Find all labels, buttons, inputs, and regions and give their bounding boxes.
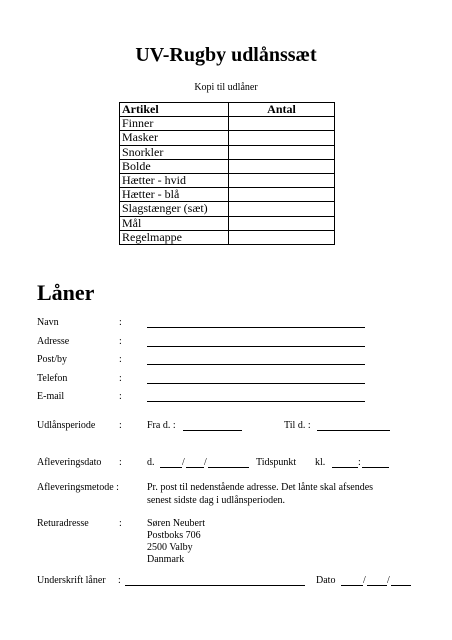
field-line-email[interactable] xyxy=(147,401,365,402)
header-antal: Antal xyxy=(229,103,335,117)
quantity-cell[interactable] xyxy=(229,188,335,202)
delivery-year-line[interactable] xyxy=(208,467,249,468)
period-to-label: Til d. : xyxy=(284,420,311,431)
field-colon: : xyxy=(119,336,122,347)
field-colon: : xyxy=(119,317,122,328)
table-row xyxy=(120,145,335,159)
delivery-date-label: Afleveringsdato xyxy=(37,457,102,468)
date-slash: / xyxy=(387,575,390,586)
quantity-cell[interactable] xyxy=(229,230,335,244)
table-row xyxy=(120,159,335,173)
quantity-cell[interactable] xyxy=(229,216,335,230)
article-table xyxy=(119,102,335,245)
period-label: Udlånsperiode xyxy=(37,420,96,431)
field-label-navn: Navn xyxy=(37,317,59,328)
section-title-laaner: Låner xyxy=(37,280,95,305)
date-slash: / xyxy=(182,457,185,468)
quantity-cell[interactable] xyxy=(229,145,335,159)
delivery-method-label: Afleveringsmetode : xyxy=(37,482,119,493)
signature-line[interactable] xyxy=(125,585,305,586)
delivery-month-line[interactable] xyxy=(186,467,204,468)
delivery-day-line[interactable] xyxy=(160,467,182,468)
delivery-date-prefix: d. xyxy=(147,457,155,468)
table-row xyxy=(120,131,335,145)
quantity-cell[interactable] xyxy=(229,173,335,187)
field-label-email: E-mail xyxy=(37,391,65,402)
field-label-postby: Post/by xyxy=(37,354,68,365)
delivery-time-label: Tidspunkt xyxy=(256,457,297,468)
field-colon: : xyxy=(119,391,122,402)
article-name: Hætter - hvid xyxy=(120,173,229,187)
article-name: Hætter - blå xyxy=(120,188,229,202)
field-colon: : xyxy=(119,420,122,431)
delivery-time-prefix: kl. xyxy=(315,457,326,468)
signature-day-line[interactable] xyxy=(341,585,363,586)
table-header-row xyxy=(120,103,335,117)
delivery-method-line2: senest sidste dag i udlånsperioden. xyxy=(147,495,286,506)
article-name: Bolde xyxy=(120,159,229,173)
field-line-telefon[interactable] xyxy=(147,383,365,384)
field-colon: : xyxy=(118,575,121,586)
field-label-adresse: Adresse xyxy=(37,336,70,347)
delivery-hour-line[interactable] xyxy=(332,467,358,468)
return-address-line: 2500 Valby xyxy=(147,542,193,553)
return-address-line: Søren Neubert xyxy=(147,518,206,529)
field-colon: : xyxy=(119,457,122,468)
quantity-cell[interactable] xyxy=(229,159,335,173)
field-label-telefon: Telefon xyxy=(37,373,68,384)
signature-year-line[interactable] xyxy=(391,585,411,586)
article-name: Finner xyxy=(120,117,229,131)
field-colon: : xyxy=(119,373,122,384)
article-name: Masker xyxy=(120,131,229,145)
table-row xyxy=(120,230,335,244)
period-to-line[interactable] xyxy=(317,430,390,431)
article-name: Slagstænger (sæt) xyxy=(120,202,229,216)
return-address-line: Postboks 706 xyxy=(147,530,201,541)
return-address-line: Danmark xyxy=(147,554,185,565)
article-name: Mål xyxy=(120,216,229,230)
quantity-cell[interactable] xyxy=(229,202,335,216)
signature-date-label: Dato xyxy=(316,575,336,586)
delivery-method-line1: Pr. post til nedenstående adresse. Det lånte skal afsendes xyxy=(147,482,374,493)
signature-label: Underskrift låner xyxy=(37,575,106,586)
date-slash: / xyxy=(363,575,366,586)
table-row xyxy=(120,188,335,202)
field-line-navn[interactable] xyxy=(147,327,365,328)
return-address-label: Returadresse xyxy=(37,518,89,529)
time-colon: : xyxy=(358,457,361,468)
field-colon: : xyxy=(119,354,122,365)
document-subtitle: Kopi til udlåner xyxy=(194,82,258,93)
article-name: Regelmappe xyxy=(120,230,229,244)
period-from-label: Fra d. : xyxy=(147,420,176,431)
table-row xyxy=(120,216,335,230)
signature-month-line[interactable] xyxy=(367,585,387,586)
article-name: Snorkler xyxy=(120,145,229,159)
period-from-line[interactable] xyxy=(183,430,242,431)
table-row xyxy=(120,117,335,131)
date-slash: / xyxy=(204,457,207,468)
table-row xyxy=(120,202,335,216)
field-line-postby[interactable] xyxy=(147,364,365,365)
table-row xyxy=(120,173,335,187)
field-line-adresse[interactable] xyxy=(147,346,365,347)
header-artikel: Artikel xyxy=(120,103,229,117)
field-colon: : xyxy=(119,518,122,529)
document-title: UV-Rugby udlånssæt xyxy=(135,44,317,66)
delivery-minute-line[interactable] xyxy=(362,467,389,468)
quantity-cell[interactable] xyxy=(229,117,335,131)
quantity-cell[interactable] xyxy=(229,131,335,145)
